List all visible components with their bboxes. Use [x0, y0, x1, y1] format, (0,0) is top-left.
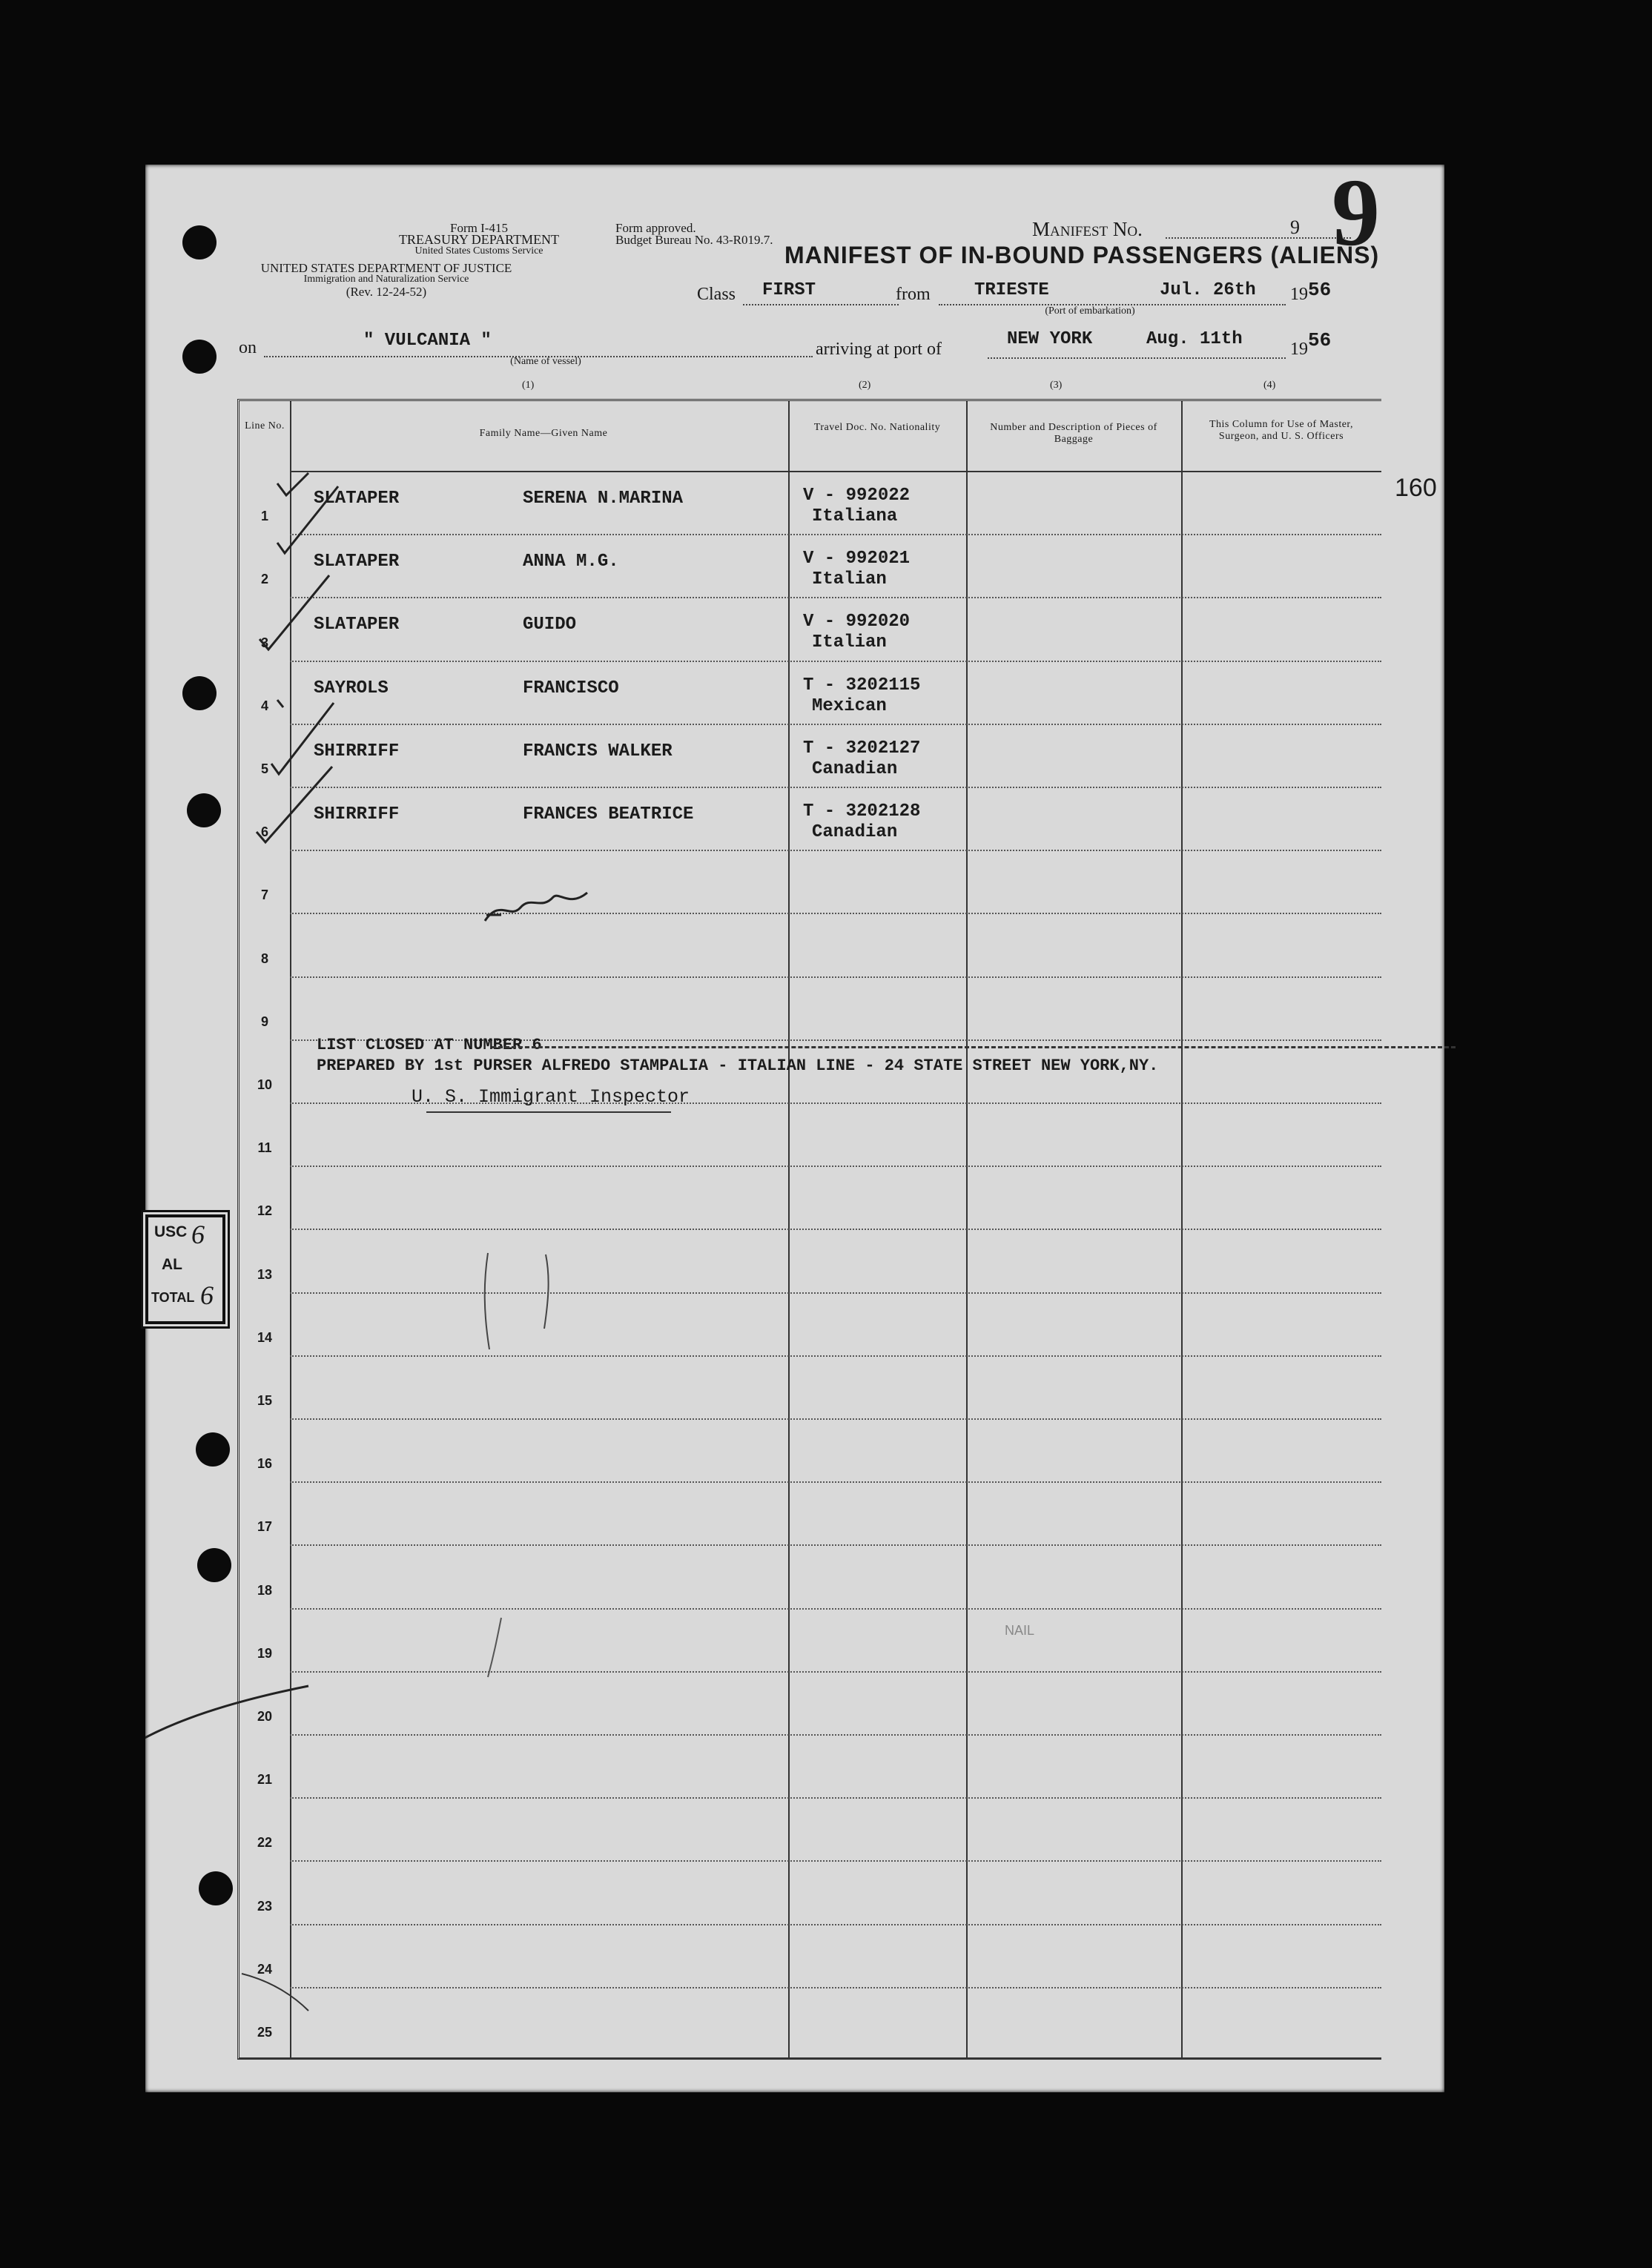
page-number-stamp: 9 — [1332, 159, 1380, 266]
embark-year-prefix: 19 — [1290, 285, 1308, 304]
embarkation-date: Jul. 26th — [1160, 280, 1256, 300]
line-number: 5 — [260, 761, 268, 776]
form-approved: Form approved. — [615, 221, 696, 235]
treasury-department: TREASURY DEPARTMENT — [398, 232, 560, 247]
passenger-given-name: GUIDO — [523, 615, 577, 635]
column-number-3: (3) — [1050, 380, 1063, 391]
on-label: on — [239, 338, 257, 357]
line-number: 21 — [257, 1772, 273, 1788]
line-number: 7 — [260, 887, 268, 903]
passenger-given-name: FRANCISCO — [523, 678, 619, 698]
line-number: 8 — [260, 950, 268, 966]
passenger-family-name: SLATAPER — [314, 489, 400, 509]
embark-year: 56 — [1308, 279, 1332, 301]
punch-hole — [182, 676, 217, 710]
line-number: 9 — [260, 1014, 268, 1029]
passenger-given-name: FRANCES BEATRICE — [523, 804, 694, 824]
header-travel-doc: Travel Doc. No. Nationality — [813, 422, 941, 433]
line-number: 20 — [257, 1709, 273, 1724]
line-number: 3 — [260, 635, 268, 650]
punch-hole — [199, 1871, 233, 1905]
customs-service: United States Customs Service — [414, 245, 543, 257]
form-number: Form I-415 — [450, 221, 508, 235]
line-number: 24 — [257, 1961, 273, 1977]
passenger-given-name: ANNA M.G. — [523, 552, 619, 572]
passenger-travel-doc: T - 3202127 — [803, 738, 921, 758]
passenger-travel-doc: V - 992021 — [803, 549, 911, 569]
passenger-nationality: Italian — [812, 569, 887, 590]
arrival-year: 56 — [1308, 329, 1332, 351]
line-number: 6 — [260, 824, 268, 840]
passenger-given-name: FRANCIS WALKER — [523, 741, 673, 761]
arriving-label: arriving at port of — [816, 340, 942, 359]
revision-date: (Rev. 12-24-52) — [346, 285, 427, 299]
al-label: AL — [162, 1256, 182, 1273]
column-number-1: (1) — [522, 380, 535, 391]
arrival-port: NEW YORK — [1007, 329, 1093, 349]
list-closed-note: LIST CLOSED AT NUMBER 6 — [317, 1036, 542, 1054]
punch-hole — [197, 1548, 231, 1582]
manifest-no-label: Manifest No. — [1032, 218, 1143, 240]
line-number: 22 — [257, 1835, 273, 1851]
passenger-family-name: SAYROLS — [314, 678, 389, 698]
column-number-2: (2) — [859, 380, 871, 391]
passenger-family-name: SLATAPER — [314, 615, 400, 635]
passenger-nationality: Italiana — [812, 506, 898, 526]
header-line-no: Line No. — [245, 420, 285, 432]
usc-value: 6 — [191, 1220, 205, 1249]
manifest-title: MANIFEST OF IN-BOUND PASSENGERS (ALIENS) — [784, 242, 1380, 268]
from-label: from — [896, 285, 931, 304]
embarkation-caption: (Port of embarkation) — [1045, 305, 1135, 317]
tally-badge — [145, 1214, 225, 1324]
vessel-name: " VULCANIA " — [363, 331, 492, 351]
line-number: 19 — [257, 1645, 273, 1661]
usc-label: USC — [154, 1223, 188, 1240]
line-number: 2 — [260, 572, 268, 587]
line-number: 13 — [257, 1266, 273, 1282]
passenger-family-name: SLATAPER — [314, 552, 400, 572]
line-number: 4 — [260, 698, 268, 713]
line-number: 1 — [260, 509, 268, 524]
punch-hole — [187, 793, 221, 827]
passenger-travel-doc: V - 992022 — [803, 486, 911, 506]
passenger-nationality: Canadian — [812, 822, 898, 842]
manifest-page — [145, 159, 1444, 2092]
passenger-nationality: Mexican — [812, 695, 887, 716]
embarkation-port: TRIESTE — [974, 280, 1049, 300]
officer-note: 160 — [1395, 474, 1437, 502]
total-label: TOTAL — [151, 1290, 195, 1305]
total-value: 6 — [200, 1280, 214, 1310]
passenger-family-name: SHIRRIFF — [314, 804, 400, 824]
faint-stamp: NAIL — [1005, 1623, 1035, 1638]
header-baggage: Number and Description of Pieces of Baggage — [990, 422, 1157, 445]
line-number: 25 — [257, 2025, 273, 2040]
line-number: 16 — [257, 1456, 273, 1472]
passenger-given-name: SERENA N.MARINA — [523, 489, 684, 509]
prepared-by-note: PREPARED BY 1st PURSER ALFREDO STAMPALIA - ITALIAN LINE - 24 STATE STREET NEW YORK,NY. — [317, 1057, 1159, 1075]
punch-hole — [182, 340, 217, 374]
line-number: 18 — [257, 1582, 273, 1598]
line-number: 14 — [257, 1329, 273, 1345]
header-officers: This Column for Use of Master, Surgeon, and U. S. Officers — [1209, 419, 1354, 442]
line-number: 15 — [257, 1393, 273, 1408]
line-number: 10 — [257, 1077, 273, 1092]
passenger-travel-doc: T - 3202115 — [803, 675, 921, 695]
class-value: FIRST — [762, 280, 816, 300]
punch-hole — [182, 225, 217, 259]
line-number: 12 — [257, 1203, 273, 1219]
passenger-travel-doc: T - 3202128 — [803, 801, 921, 821]
arrival-year-prefix: 19 — [1290, 340, 1308, 359]
line-number: 23 — [257, 1898, 273, 1914]
column-number-4: (4) — [1263, 380, 1276, 391]
immigration-service: Immigration and Naturalization Service — [303, 274, 469, 285]
line-number: 11 — [257, 1140, 272, 1156]
passenger-nationality: Italian — [812, 632, 887, 653]
passenger-family-name: SHIRRIFF — [314, 741, 400, 761]
budget-bureau: Budget Bureau No. 43-R019.7. — [615, 233, 773, 247]
punch-hole — [196, 1432, 230, 1467]
passenger-nationality: Canadian — [812, 758, 898, 779]
vessel-caption: (Name of vessel) — [510, 356, 581, 367]
arrival-date: Aug. 11th — [1146, 329, 1243, 349]
passenger-travel-doc: V - 992020 — [803, 612, 911, 632]
class-label: Class — [697, 285, 736, 304]
department-of-justice: UNITED STATES DEPARTMENT OF JUSTICE — [260, 261, 512, 275]
line-number: 17 — [257, 1519, 273, 1535]
header-name: Family Name—Given Name — [479, 428, 608, 439]
manifest-no-value: 9 — [1290, 216, 1300, 238]
inspector-signature-line: U. S. Immigrant Inspector — [412, 1086, 690, 1108]
pen-marks — [145, 159, 1444, 2092]
